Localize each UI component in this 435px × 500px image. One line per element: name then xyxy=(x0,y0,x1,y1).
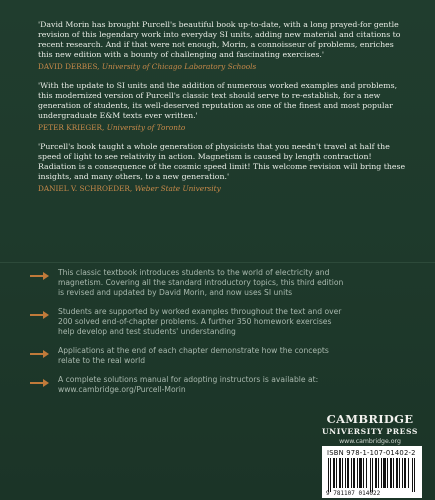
endorsement-derbes xyxy=(38,20,410,71)
quote-text: 'With the update to SI units and the addition of numerous worked examples and problems, this modernized version of Purcell's classic text should serve to re-establish, for a new generation of students, its well-deserved reputation as one of the finest and most popular undergraduate E&M texts ever written.' xyxy=(38,81,398,120)
svg-text:9 781107 014022: 9 781107 014022 xyxy=(326,490,381,496)
feature-text: This classic textbook introduces students to the world of electricity and magnetism. Covering all the standard introductory topics, this third edition is revised and updated by David Morin, and now uses SI units xyxy=(58,268,344,297)
publisher-url: www.cambridge.org xyxy=(339,438,401,445)
endorsements xyxy=(38,20,410,203)
isbn-label: ISBN 978-1-107-01402-2 xyxy=(327,449,416,457)
arrow-right-icon xyxy=(30,310,52,320)
feature-item xyxy=(30,346,350,366)
quote-affiliation: Weber State University xyxy=(134,184,221,193)
quote-source xyxy=(38,123,410,132)
feature-text: A complete solutions manual for adopting instructors is available at: www.cambridge.org/Purcell-Morin xyxy=(58,375,319,394)
arrow-right-icon xyxy=(30,271,52,281)
section-divider xyxy=(0,262,435,263)
quote-text: 'Purcell's book taught a whole generation of physicists that you needn't travel at half the speed of light to see relativity in action. Magnetism is caused by length contraction! Radiation is a consequence of the cosmic speed limit! This welcome revision will bring these insights, and many others, to a new generation.' xyxy=(38,142,406,181)
publisher-logo xyxy=(318,412,422,445)
quote-text: 'David Morin has brought Purcell's beautiful book up-to-date, with a long prayed-for gentle revision of this legendary work into everyday SI units, adding new material and citations to recent research. And if that were not enough, Morin, a connoisseur of problems, enriches this new edition with a bounty of challenging and fascinating exercises.' xyxy=(38,20,401,59)
quote-affiliation: University of Toronto xyxy=(106,123,186,132)
feature-item xyxy=(30,268,350,298)
arrow-right-icon xyxy=(30,378,52,388)
arrow-right-icon xyxy=(30,349,52,359)
quote-affiliation: University of Chicago Laboratory Schools xyxy=(101,62,257,71)
quote-author: PETER KRIEGER, xyxy=(38,123,105,132)
feature-item xyxy=(30,375,350,395)
quote-source xyxy=(38,184,410,193)
quote-author: DANIEL V. SCHROEDER, xyxy=(38,184,133,193)
barcode xyxy=(322,446,422,498)
feature-text: Applications at the end of each chapter demonstrate how the concepts relate to the real world xyxy=(58,346,329,365)
endorsement-schroeder xyxy=(38,142,410,193)
endorsement-krieger xyxy=(38,81,410,132)
quote-source xyxy=(38,62,410,71)
feature-item xyxy=(30,307,350,337)
publisher-subtitle: UNIVERSITY PRESS xyxy=(321,427,419,436)
feature-list xyxy=(30,268,350,404)
feature-text: Students are supported by worked examples throughout the text and over 200 solved end-of-chapter problems. A further 350 homework exercises help develop and test students' understanding xyxy=(58,307,342,336)
quote-author: DAVID DERBES, xyxy=(38,62,100,71)
publisher-name: CAMBRIDGE xyxy=(326,412,414,426)
barcode-icon xyxy=(326,458,418,496)
